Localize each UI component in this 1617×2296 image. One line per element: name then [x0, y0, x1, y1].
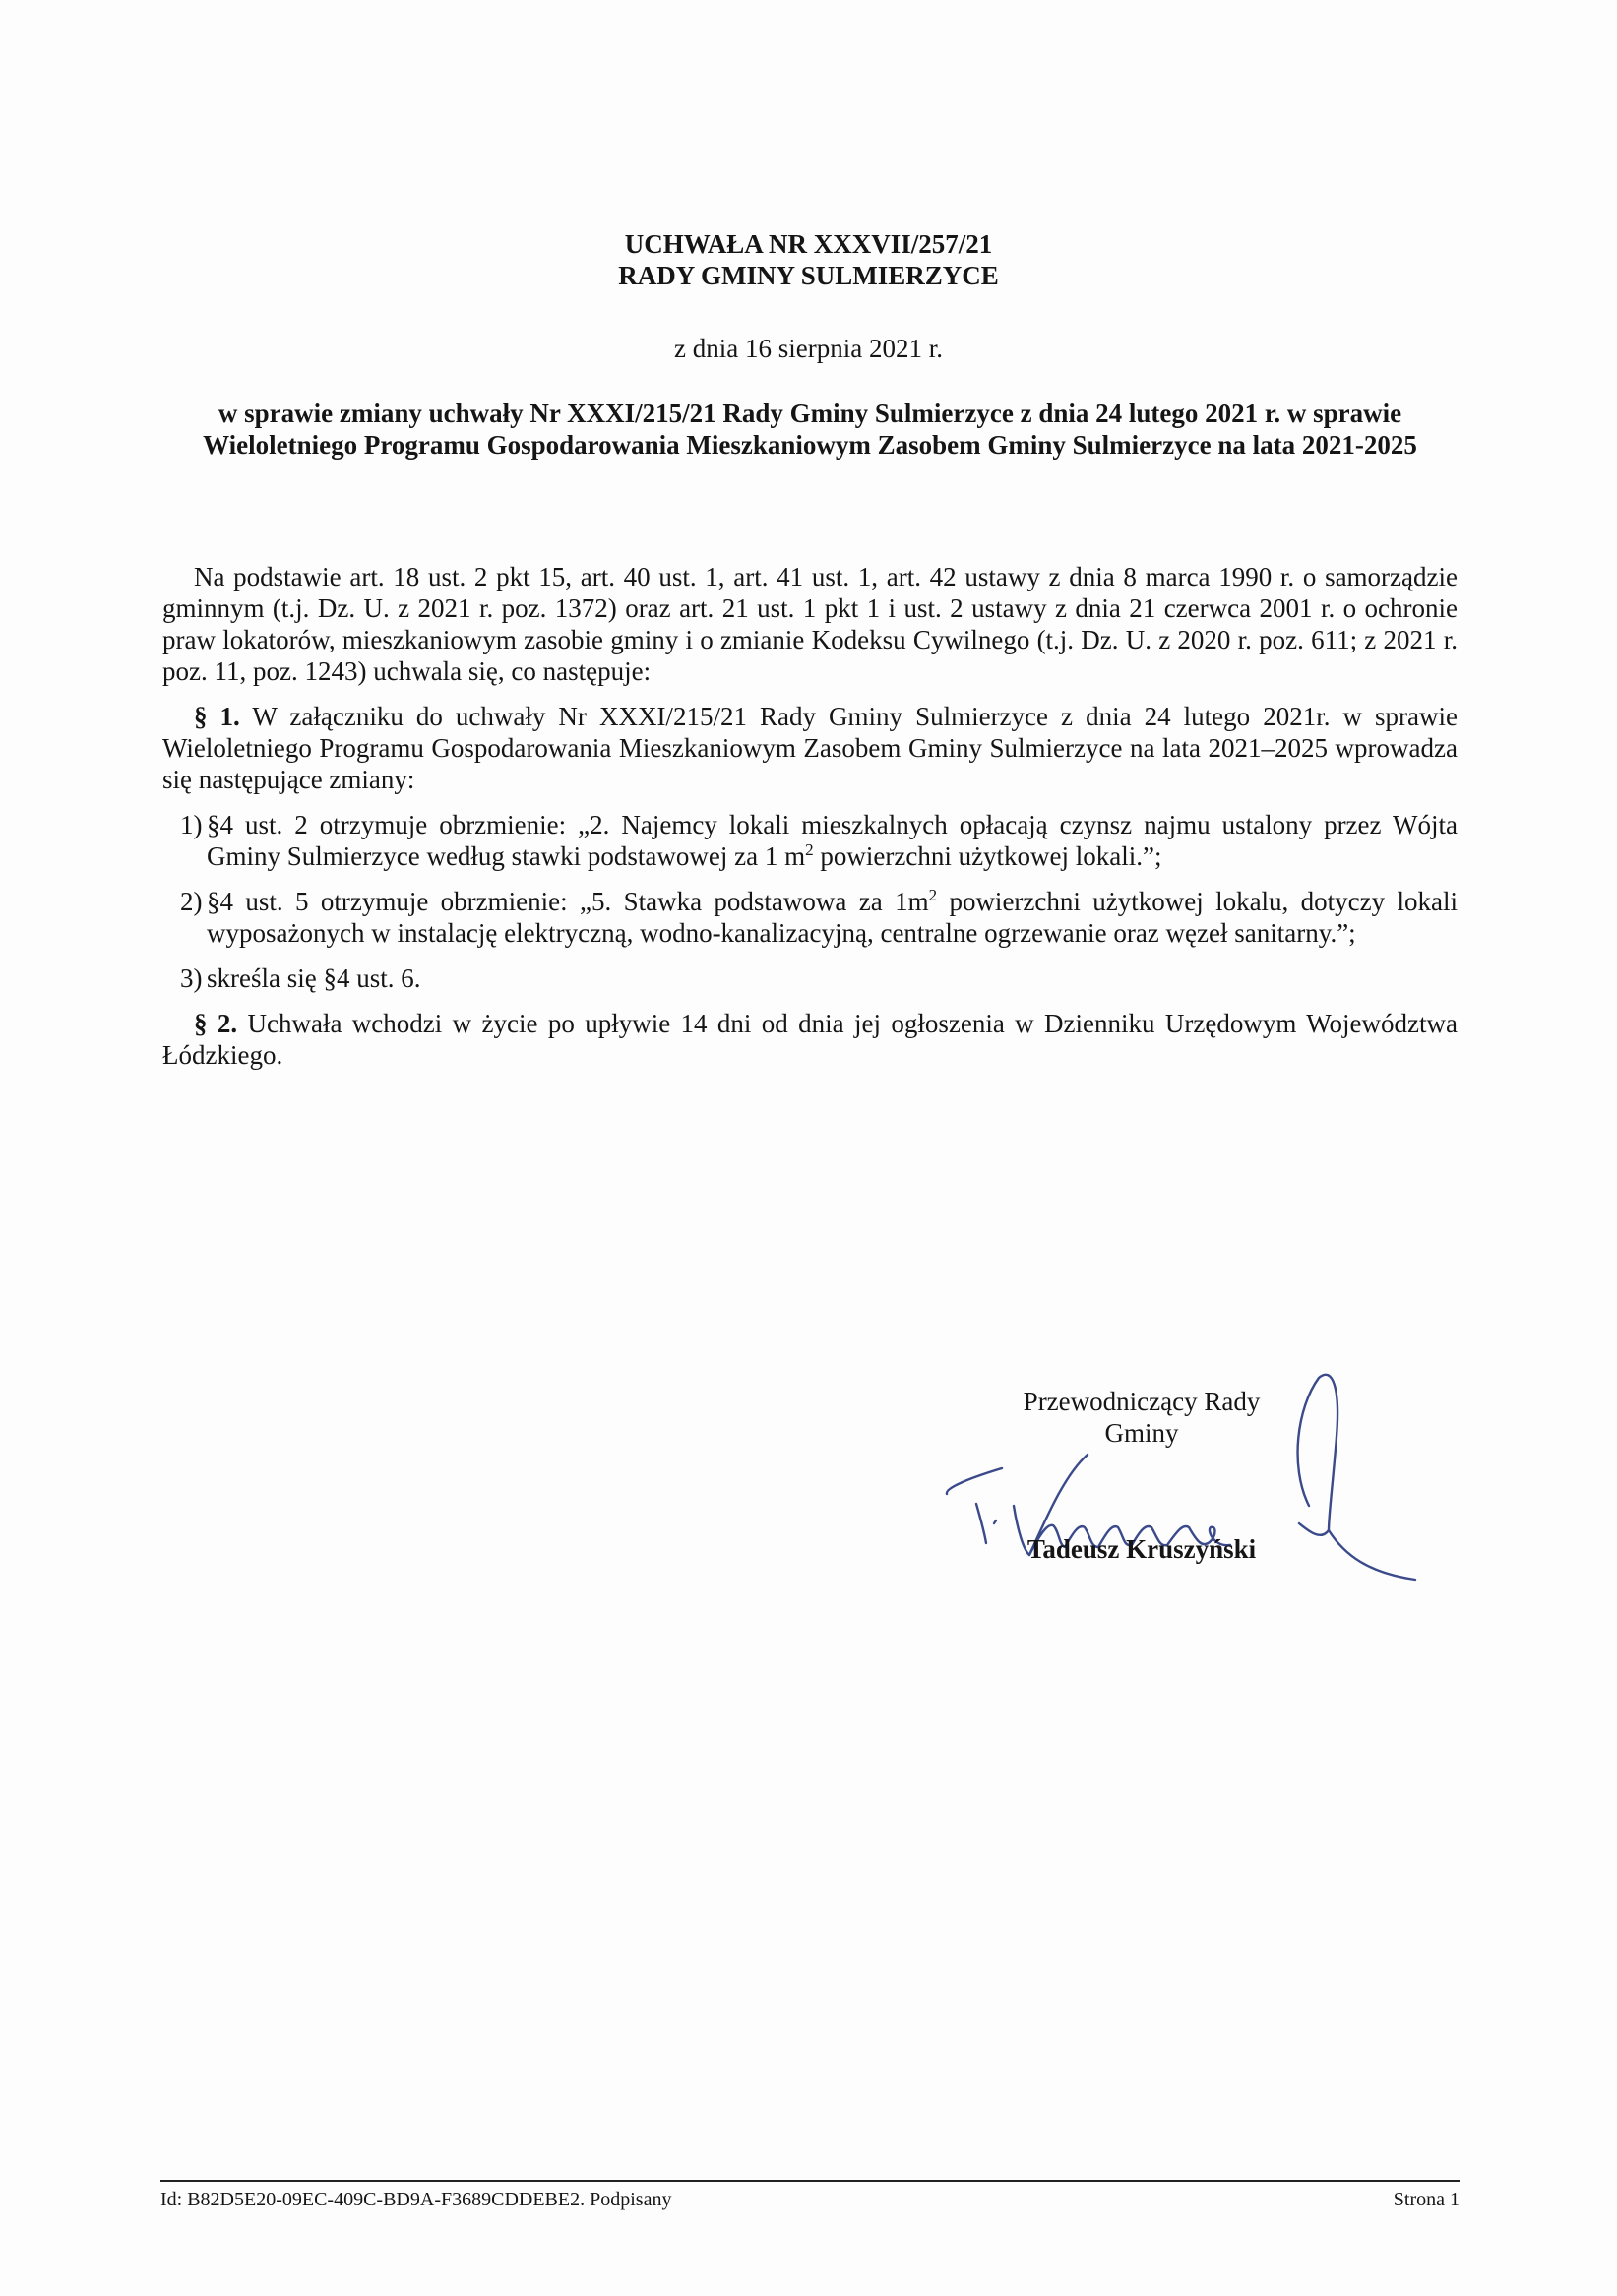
section-1-label: § 1.: [194, 702, 240, 731]
superscript: 2: [805, 840, 814, 859]
role-line-2: Gminy: [1104, 1418, 1179, 1448]
superscript: 2: [928, 886, 938, 904]
list-item: [162, 809, 1458, 872]
item-text: §4 ust. 5 otrzymuje obrzmienie: „5. Stawka podstawowa za 1m: [207, 887, 929, 916]
signatory-name: Tadeusz Kruszyński: [1026, 1534, 1257, 1564]
signature-stroke: [1298, 1375, 1337, 1535]
item-number: 3): [180, 963, 203, 993]
item-text: skreśla się §4 ust. 6.: [207, 963, 421, 993]
role-line-1: Przewodniczący Rady: [1023, 1387, 1261, 1416]
title-line-1: UCHWAŁA NR XXXVII/257/21: [624, 229, 993, 259]
item-text: §4 ust. 2 otrzymuje obrzmienie: „2. Najemcy lokali mieszkalnych opłacają czynsz najmu ustalony przez Wójta Gminy Sulmierzyce według stawki podstawowej za 1 m: [207, 810, 1458, 871]
item-text-end: powierzchni użytkowej lokali.”;: [813, 841, 1162, 871]
section-2-label: § 2.: [194, 1009, 238, 1038]
item-number: 2): [180, 887, 203, 916]
document-id: Id: B82D5E20-09EC-409C-BD9A-F3689CDDEBE2. Podpisany: [160, 2189, 672, 2210]
section-1: [162, 701, 1458, 795]
footer-divider: [160, 2180, 1460, 2182]
page-number: Strona 1: [1393, 2189, 1460, 2210]
title-line-2: RADY GMINY SULMIERZYCE: [618, 261, 999, 290]
signature-stroke: [947, 1468, 1002, 1494]
resolution-date: z dnia 16 sierpnia 2021 r.: [674, 334, 943, 363]
item-number: 1): [180, 810, 203, 839]
list-item: [162, 962, 1458, 994]
resolution-title: [0, 228, 1617, 291]
item-text-end: powierzchni użytkowej lokalu, dotyczy lokali wyposażonych w instalację elektryczną, wodno-kanalizacyjną, centralne ogrzewanie oraz węzeł sanitarny.”;: [207, 887, 1458, 948]
list-item: [162, 886, 1458, 949]
section-1-text: W załączniku do uchwały Nr XXXI/215/21 Rady Gminy Sulmierzyce z dnia 24 lutego 2021r. w sprawie Wieloletniego Programu Gospodarowania Mieszkaniowym Zasobem Gminy Sulmierzyce na lata 2021–2025 wprowadza się następujące zmiany:: [162, 702, 1458, 794]
signature-stroke: [1329, 1530, 1415, 1580]
section-2: [162, 1008, 1458, 1071]
resolution-body: [162, 561, 1458, 1085]
resolution-subject: w sprawie zmiany uchwały Nr XXXI/215/21 Rady Gminy Sulmierzyce z dnia 24 lutego 2021 r. w sprawie Wieloletniego Programu Gospodarowania Mieszkaniowym Zasobem Gminy Sulmierzyce na lata 2021-2025: [203, 399, 1417, 460]
preamble: Na podstawie art. 18 ust. 2 pkt 15, art. 40 ust. 1, art. 41 ust. 1, art. 42 ustawy z dnia 8 marca 1990 r. o samorządzie gminnym (t.j. Dz. U. z 2021 r. poz. 1372) oraz art. 21 ust. 1 pkt 1 i ust. 2 ustawy z dnia 21 czerwca 2001 r. o ochronie praw lokatorów, mieszkaniowym zasobie gminy i o zmianie Kodeksu Cywilnego (t.j. Dz. U. z 2020 r. poz. 611; z 2021 r. poz. 11, poz. 1243) uchwala się, co następuje:: [162, 562, 1458, 686]
section-2-text: Uchwała wchodzi w życie po upływie 14 dni od dnia jej ogłoszenia w Dzienniku Urzędowym Województwa Łódzkiego.: [162, 1009, 1458, 1070]
signature-stroke: [994, 1520, 996, 1523]
